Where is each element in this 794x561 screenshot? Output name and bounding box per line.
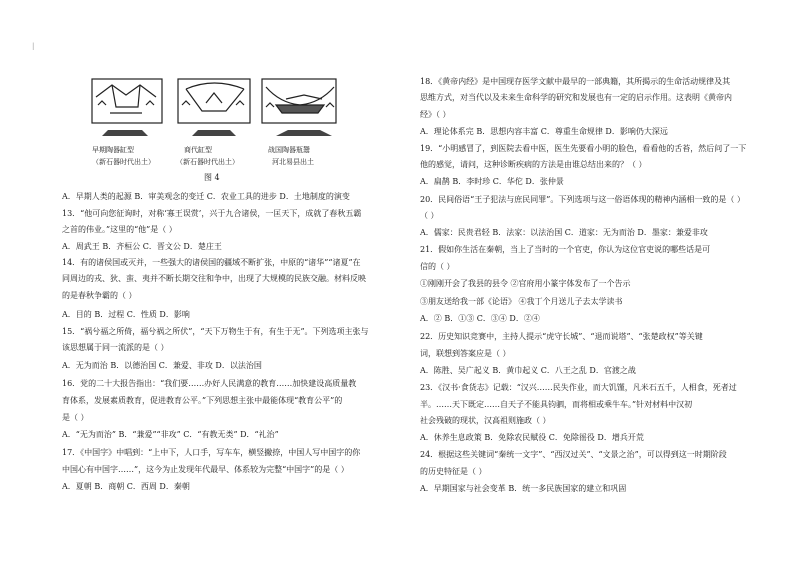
question-text-line: 19．“小明感冒了，到医院去看中医，医生先要看小明的脸色，看看他的舌苔，然后问了一下 — [420, 144, 747, 153]
question-text-line: A．周武王 B．齐桓公 C．晋文公 D．楚庄王 — [62, 242, 222, 251]
question-text-line: A．② B．①③ C．③④ D．②④ — [420, 314, 540, 323]
question-text-line: 20．民间俗语“王子犯法与庶民同罪”。下列选项与这一俗语体现的精神内涵相一致的是（ ） — [420, 195, 745, 204]
question-text-line: 是（ ） — [62, 413, 89, 422]
question-text-line: A．陈胜、吴广起义 B．黄巾起义 C．八王之乱 D．官渡之战 — [420, 366, 636, 375]
question-text-line: 该思想属于同一流派的是（ ） — [62, 343, 169, 352]
question-text-line: 18．《黄帝内经》是中国现存医学文献中最早的一部典籍，其所揭示的生命活动规律及其 — [420, 77, 731, 86]
question-text-line: 育体系，发展素质教育，促进教育公平。”下列思想主张中最能体现“教育公平”的 — [62, 396, 343, 405]
question-text-line: 半。……天下既定……自天子不能具钧驷，而将相或乘牛车。”针对材料中汉初 — [420, 400, 693, 409]
question-text-line: 14．有的诸侯国或灭并，一些强大的诸侯国的疆域不断扩张，中原的“诸华”“诸夏”在 — [62, 258, 361, 267]
question-text-line: 23．《汉书·食货志》记载：“汉兴……民失作业，而大饥馑，凡米石五千，人相食，死者过 — [420, 383, 737, 392]
question-text-line: 15．“祸兮福之所倚，福兮祸之所伏”，“天下万物生于有，有生于无”。下列选项主张与 — [62, 327, 369, 336]
question-text-line: 之首的伟业。”这里的“他”是（ ） — [62, 225, 177, 234]
figure-source-2: （新石器时代出土） — [176, 158, 239, 166]
question-text-line: 16．党的二十大报告指出：“我们要……办好人民满意的教育……加快建设高质量教 — [62, 379, 357, 388]
question-text-line: 21．假如你生活在秦朝，当上了当时的一个官吏，你认为这位官吏说的哪些话是可 — [420, 245, 711, 254]
figure-caption-1: 早期陶器缸型 — [92, 146, 134, 154]
question-text-line: 他的感觉，请问，这种诊断疾病的方法是由谁总结出来的？（ ） — [420, 160, 647, 169]
figure-title: 图 4 — [204, 173, 220, 182]
question-text-line: 信的（ ） — [420, 262, 455, 271]
question-text-line: A．目的 B．过程 C．性质 D．影响 — [62, 310, 190, 319]
question-text-line: ③朋友送给我一部《论语》 ④我丁个月送儿子去太学读书 — [420, 297, 623, 306]
question-text-line: A．休养生息政策 B．免除农民赋役 C．免除徭役 D．增兵开荒 — [420, 433, 644, 442]
pottery-figure — [90, 77, 340, 125]
question-text-line: A．夏朝 B．商朝 C．西周 D．秦朝 — [62, 482, 190, 491]
pottery-bases — [88, 128, 348, 138]
question-text-line: A．理论体系完 B．思想内容丰富 C．尊重生命规律 D．影响仍大深远 — [420, 127, 668, 136]
question-text-line: 经》（ ） — [420, 110, 451, 119]
question-text-line: 思维方式，对当代以及未来生命科学的研究和发展也有一定的启示作用。这表明《黄帝内 — [420, 93, 732, 102]
question-text-line: A．儒家：民贵君轻 B．法家：以法治国 C．道家：无为而治 D．墨家：兼爱非攻 — [420, 228, 708, 237]
question-text-line: A．“无为而治” B．“兼爱”“非攻” C．“有教无类” D．“礼治” — [62, 430, 279, 439]
question-text-line: 词，联想到答案应是（ ） — [420, 349, 511, 358]
question-text-line: 24．根据这些关键词“秦统一文字”、“西汉过关”、“文景之治”，可以得到这一时期阶段 — [420, 450, 727, 459]
question-text-line: 13．“他可向您征询时，对称‘寡王误赏’，兴于九合诸侯，一匡天下，成就了春秋五霸 — [62, 209, 362, 218]
figure-caption-3: 战国陶器瓶鬶 — [268, 146, 310, 154]
question-text-line: A．早期国家与社会变革 B．统一多民族国家的建立和巩固 — [420, 484, 627, 493]
question-text-line: 22．历史知识竞赛中，主持人提示“虎守长城”、“退而说塔”、“张楚政权”等关键 — [420, 332, 703, 341]
pottery-panel-1 — [92, 79, 162, 123]
pottery-panel-3 — [262, 79, 336, 123]
question-text-line: 同周边的戎、狄、蛮、夷并不断长期交往和争中，出现了大规模的民族交融。材料反映 — [62, 274, 366, 283]
margin-mark: | — [32, 42, 35, 50]
figure-source-3: 河北易县出土 — [272, 158, 314, 166]
question-text-line: A．早期人类的起源 B．审美观念的变迁 C．农业工具的进步 D．土地制度的演变 — [62, 192, 350, 201]
question-text-line: 中国心有中国字……”，这今为止发现年代最早、体系较为完整“中国字”的是（ ） — [62, 465, 349, 474]
question-text-line: 的历史特征是（ ） — [420, 467, 487, 476]
question-text-line: A．扁鹊 B．李时珍 C．华佗 D．张仲景 — [420, 177, 564, 186]
question-text-line: 17．《中国字》中唱到：“上中下，人口手，写车车，横竖撇捺，中国人写中国字的你 — [62, 448, 361, 457]
figure-source-1: （新石器时代出土） — [92, 158, 155, 166]
question-text-line: ①刚刚开会了我县的县令 ②官府用小篆字体发布了一个告示 — [420, 279, 631, 288]
question-text-line: A．无为而治 B．以德治国 C．兼爱、非攻 D．以法治国 — [62, 361, 262, 370]
pottery-panel-2 — [178, 79, 250, 123]
question-text-line: 社会残破的现状，汉高祖则施政（ ） — [420, 416, 551, 425]
question-text-line: （ ） — [420, 211, 439, 220]
figure-caption-2: 商代缸型 — [184, 146, 212, 154]
question-text-line: 的是春秋争霸的（ ） — [62, 291, 137, 300]
